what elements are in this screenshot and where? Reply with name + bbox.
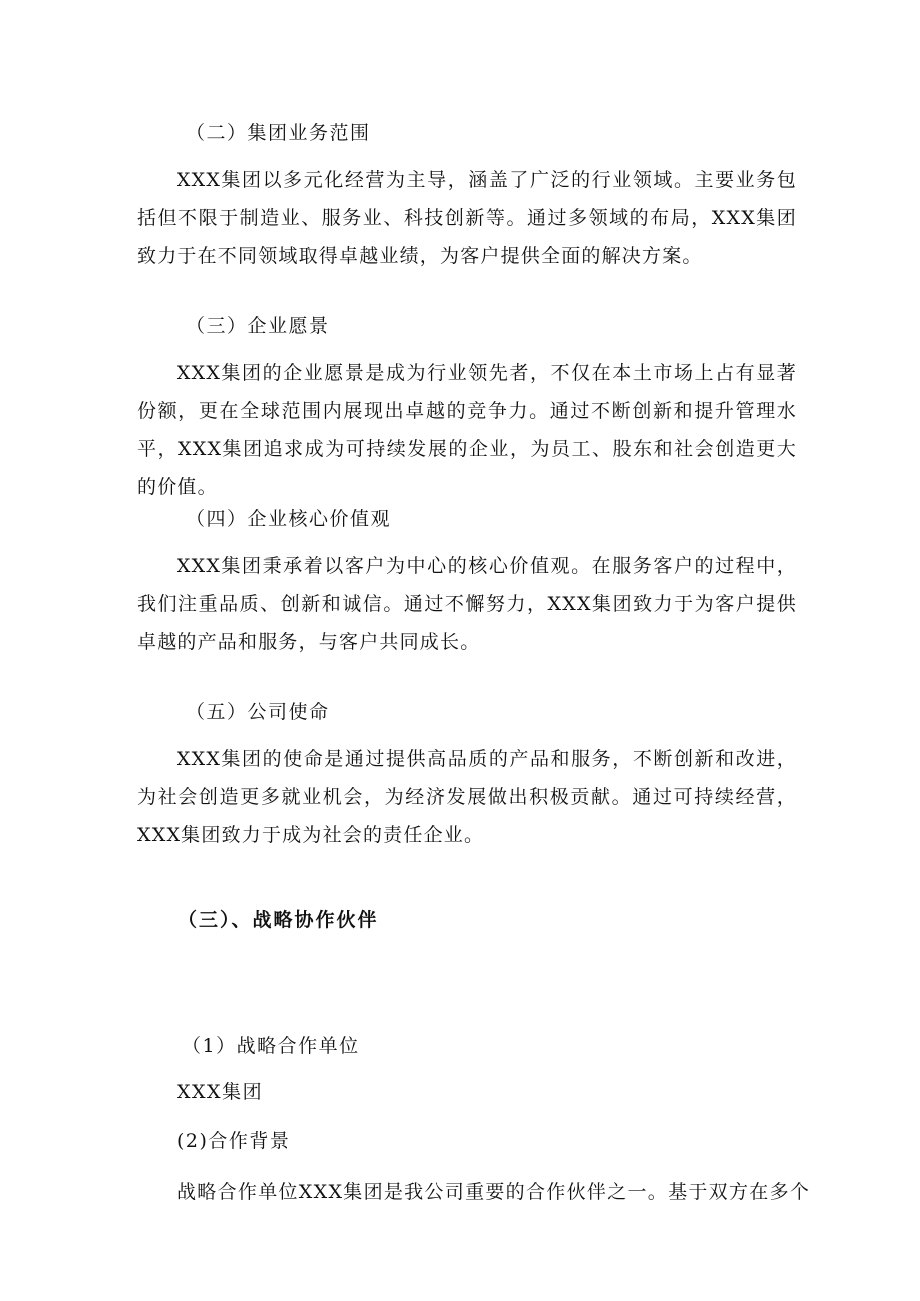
paragraph-cooperation-background: 战略合作单位XXX集团是我公司重要的合作伙伴之一。基于双方在多个 bbox=[177, 1181, 811, 1203]
section-heading-business-scope: （二）集团业务范围 bbox=[186, 122, 371, 144]
section-heading-mission: （五）公司使命 bbox=[186, 701, 330, 723]
subheading-cooperation-background: (2)合作背景 bbox=[177, 1130, 291, 1152]
chapter-title-strategic-partners: （三）、战略协作伙伴 bbox=[178, 909, 379, 931]
paragraph-business-scope: XXX集团以多元化经营为主导，涵盖了广泛的行业领域。主要业务包括但不限于制造业、服务业、科技创新等。通过多领域的布局，XXX集团致力于在不同领域取得卓越业绩，为客户提供全面的解决方案。 bbox=[137, 169, 797, 267]
section-heading-vision: （三）企业愿景 bbox=[186, 315, 330, 337]
subheading-strategic-unit: （1）战略合作单位 bbox=[182, 1035, 360, 1057]
paragraph-vision: XXX集团的企业愿景是成为行业领先者，不仅在本土市场上占有显著份额，更在全球范围内展现出卓越的竞争力。通过不断创新和提升管理水平，XXX集团追求成为可持续发展的企业，为员工、股东和社会创造更大的价值。 bbox=[137, 362, 797, 498]
strategic-unit-name: XXX集团 bbox=[177, 1081, 264, 1103]
section-heading-core-values: （四）企业核心价值观 bbox=[186, 508, 392, 530]
paragraph-core-values: XXX集团秉承着以客户为中心的核心价值观。在服务客户的过程中，我们注重品质、创新和诚信。通过不懈努力，XXX集团致力于为客户提供卓越的产品和服务，与客户共同成长。 bbox=[137, 555, 797, 653]
paragraph-mission: XXX集团的使命是通过提供高品质的产品和服务，不断创新和改进，为社会创造更多就业机会，为经济发展做出积极贡献。通过可持续经营，XXX集团致力于成为社会的责任企业。 bbox=[137, 748, 797, 846]
